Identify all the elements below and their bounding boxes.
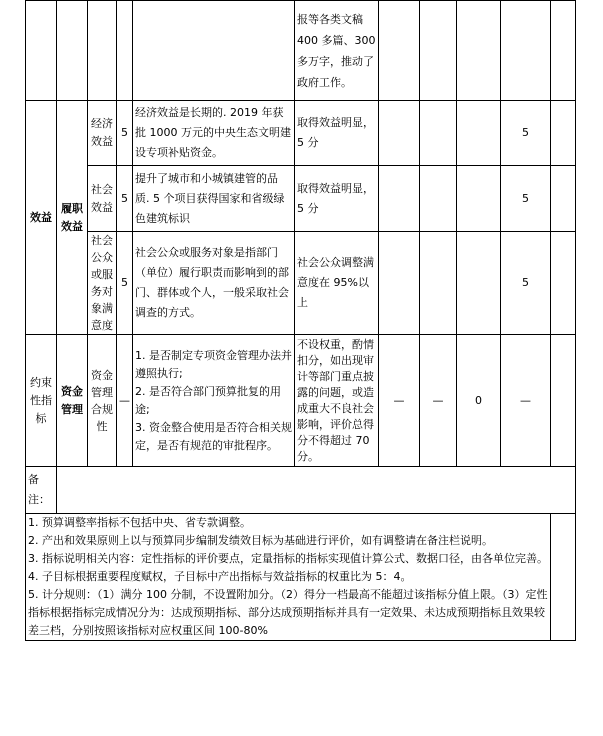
indicator-weight: 5	[117, 232, 133, 335]
level1-constraint: 约束性指标	[26, 335, 57, 467]
indicator-weight: 5	[117, 101, 133, 166]
indicator-description: 1. 是否制定专项资金管理办法并遵照执行; 2. 是否符合部门预算批复的用途; 3. 资金整合使用是否符合相关规定，是否有规范的审批程序。	[133, 335, 295, 467]
indicator-name: 资金管理合规性	[88, 335, 117, 467]
remark-label: 备注：	[26, 467, 57, 514]
indicator-weight: —	[117, 335, 133, 467]
level2-fund-management: 资金管理	[57, 335, 88, 467]
indicator-standard: 取得效益明显，5 分	[295, 166, 379, 232]
note-item: 2. 产出和效果原则上以与预算同步编制发绩效目标为基础进行评价，如有调整请在备注栏说明。	[28, 534, 493, 547]
col-b-value: —	[420, 335, 457, 467]
indicator-value-cell: 报等各类文稿400 多篇、300 多万字，推动了政府工作。	[295, 1, 379, 101]
col-a-value: —	[379, 335, 420, 467]
level2-duty-effect: 履职效益	[57, 101, 88, 335]
indicator-description: 社会公众或服务对象是指部门（单位）履行职责而影响到的部门、群体或个人，一般采取社会调查的方式。	[133, 232, 295, 335]
note-item: 3. 指标说明相关内容：定性指标的评价要点，定量指标的指标实现值计算公式、数据口径，由各单位完善。	[28, 552, 548, 565]
performance-evaluation-table	[25, 0, 576, 641]
notes-row	[26, 514, 576, 641]
indicator-standard: 社会公众调整满意度在 95%以上	[295, 232, 379, 335]
indicator-description: 经济效益是长期的. 2019 年获批 1000 万元的中央生态文明建设专项补贴资金。	[133, 101, 295, 166]
note-item: 4. 子目标根据重要程度赋权，子目标中产出指标与效益指标的权重比为 5：4。	[28, 570, 412, 583]
col-d-value: —	[501, 335, 551, 467]
table-row	[26, 335, 576, 467]
indicator-score: 0	[457, 335, 501, 467]
indicator-name: 经济效益	[88, 101, 117, 166]
table-row	[26, 101, 576, 166]
indicator-weight: 5	[117, 166, 133, 232]
indicator-standard: 取得效益明显，5 分	[295, 101, 379, 166]
level1-effect: 效益	[26, 101, 57, 335]
indicator-score: 5	[501, 166, 551, 232]
table-row	[26, 232, 576, 335]
table-row	[26, 1, 576, 101]
indicator-name: 社会效益	[88, 166, 117, 232]
indicator-description: 提升了城市和小城镇建管的品质. 5 个项目获得国家和省级绿色建筑标识	[133, 166, 295, 232]
notes-cell	[26, 514, 551, 641]
note-item: 1. 预算调整率指标不包括中央、省专款调整。	[28, 516, 251, 529]
indicator-standard: 不设权重，酌情扣分，如出现审计等部门重点披露的问题，或造成重大不良社会影响，评价总得分不得超过 70 分。	[295, 335, 379, 467]
table-row	[26, 166, 576, 232]
indicator-score: 5	[501, 101, 551, 166]
note-item: 5. 计分规则：（1）满分 100 分制，不设置附加分。（2）得分一档最高不能超过该指标分值上限。（3）定性指标根据指标完成情况分为：达成预期指标、部分达成预期指标并具有一定效果、未达成预期指标且效果较差三档，分别按照该指标对应权重区间 100-80%	[28, 588, 548, 637]
table-row	[26, 467, 576, 514]
indicator-name: 社会公众或服务对象满意度	[88, 232, 117, 335]
indicator-score: 5	[501, 232, 551, 335]
